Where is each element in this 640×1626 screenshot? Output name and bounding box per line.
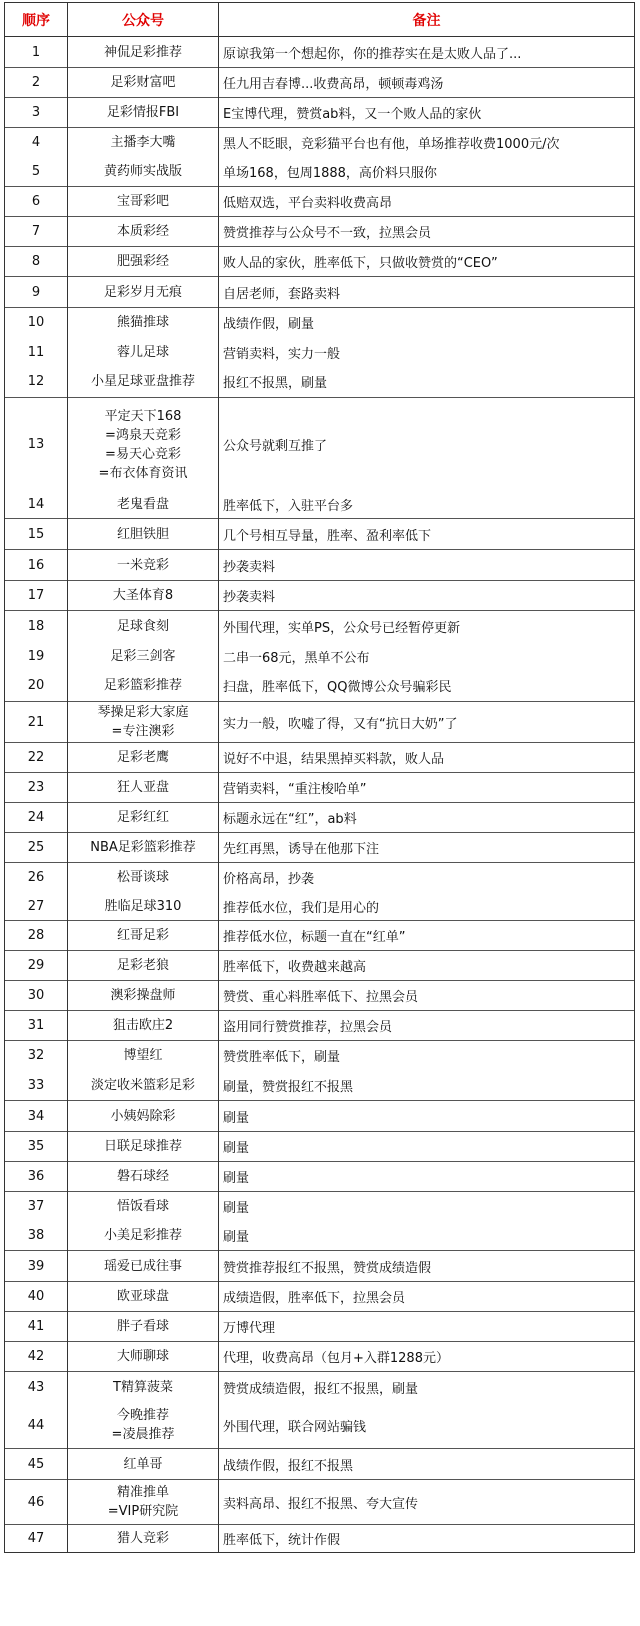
account-name-line: 足彩老鹰: [116, 750, 169, 765]
row-note: 战绩作假，报红不报黑: [219, 1449, 635, 1480]
table-row: [5, 642, 635, 671]
row-order: 43: [5, 1372, 68, 1403]
row-note: 扫盘，胜率低下，QQ微博公众号骗彩民: [219, 671, 635, 702]
account-name-line: 精准推单: [116, 1485, 169, 1500]
row-order: 19: [5, 642, 68, 671]
row-order: 26: [5, 863, 68, 893]
row-account: [68, 951, 219, 981]
row-order: 35: [5, 1132, 68, 1162]
account-name-line: 主播李大嘴: [110, 135, 176, 151]
row-account: [68, 187, 219, 217]
account-name-line: 足彩情报FBI: [106, 105, 180, 120]
row-order: 22: [5, 743, 68, 773]
row-account: [68, 1251, 219, 1282]
row-order: 42: [5, 1342, 68, 1372]
account-name-line: 博望红: [123, 1048, 163, 1064]
row-account: [68, 1101, 219, 1132]
table-row: [5, 1222, 635, 1251]
row-note: 胜率低下，统计作假: [219, 1525, 635, 1553]
row-note: 败人品的家伙，胜率低下，只做收赞赏的“CEO”: [219, 247, 635, 277]
row-order: 41: [5, 1312, 68, 1342]
row-account: [68, 833, 219, 863]
row-account: [68, 611, 219, 642]
row-account: [68, 1192, 219, 1222]
table-row: [5, 308, 635, 338]
row-account: [68, 308, 219, 338]
row-order: 30: [5, 981, 68, 1011]
row-account: [68, 671, 219, 702]
row-note: 实力一般，吹嘘了得，又有“抗日大奶”了: [219, 702, 635, 743]
row-order: 3: [5, 98, 68, 128]
row-order: 31: [5, 1011, 68, 1041]
table-row: [5, 277, 635, 308]
row-note: 营销卖料，实力一般: [219, 338, 635, 367]
account-name-line: 神侃足彩推荐: [103, 44, 182, 60]
account-name-line: 小姨妈除彩: [110, 1108, 176, 1124]
row-note: 赞赏、重心料胜率低下、拉黑会员: [219, 981, 635, 1011]
table-row: [5, 1071, 635, 1101]
row-account: [68, 277, 219, 308]
table-row: [5, 367, 635, 398]
row-order: 1: [5, 37, 68, 68]
table-row: [5, 37, 635, 68]
table-body: [5, 37, 635, 1553]
row-note: 胜率低下，入驻平台多: [219, 492, 635, 519]
row-account: [68, 1342, 219, 1372]
table-row: [5, 1011, 635, 1041]
table-row: [5, 1162, 635, 1192]
row-note: 刷量: [219, 1192, 635, 1222]
row-order: 46: [5, 1480, 68, 1525]
row-note: 报红不报黑，刷量: [219, 367, 635, 398]
table-row: [5, 833, 635, 863]
row-order: 23: [5, 773, 68, 803]
row-note: 自居老师，套路卖料: [219, 277, 635, 308]
account-name-line: =专注澳彩: [111, 724, 175, 739]
table-row: [5, 492, 635, 519]
account-name-line: 足彩篮彩推荐: [103, 678, 182, 694]
row-account: [68, 338, 219, 367]
account-name-line: 悟饭看球: [116, 1199, 169, 1215]
row-account: [68, 581, 219, 611]
account-name-line: 红胆铁胆: [116, 526, 169, 542]
table-row: [5, 1525, 635, 1553]
row-order: 25: [5, 833, 68, 863]
row-account: [68, 1312, 219, 1342]
row-account: [68, 492, 219, 519]
row-note: 外围代理，联合网站骗钱: [219, 1403, 635, 1449]
table-row: [5, 743, 635, 773]
header-order: 顺序: [5, 3, 68, 37]
row-order: 7: [5, 217, 68, 247]
row-order: 17: [5, 581, 68, 611]
row-order: 15: [5, 519, 68, 550]
row-note: 外围代理，实单PS，公众号已经暂停更新: [219, 611, 635, 642]
row-note: 营销卖料，“重注梭哈单”: [219, 773, 635, 803]
table-row: [5, 1403, 635, 1449]
row-note: 低赔双选，平台卖料收费高昂: [219, 187, 635, 217]
table-row: [5, 247, 635, 277]
row-note: 先红再黑，诱导在他那下注: [219, 833, 635, 863]
row-order: 36: [5, 1162, 68, 1192]
account-name-line: 足彩红红: [116, 810, 169, 825]
row-note: 抄袭卖料: [219, 581, 635, 611]
account-name-line: 本质彩经: [116, 224, 169, 239]
table-row: [5, 128, 635, 158]
table-row: [5, 1251, 635, 1282]
table-row: [5, 773, 635, 803]
row-note: 刷量: [219, 1222, 635, 1251]
row-account: [68, 367, 219, 398]
table-row: [5, 1192, 635, 1222]
table-row: [5, 581, 635, 611]
row-note: 胜率低下，收费越来越高: [219, 951, 635, 981]
row-order: 6: [5, 187, 68, 217]
table-row: [5, 981, 635, 1011]
row-account: [68, 128, 219, 158]
account-name-line: 琴操足彩大家庭: [97, 705, 189, 720]
account-name-line: T精算菠菜: [113, 1379, 173, 1395]
row-note: 任九用吉春博...收费高昂，顿顿毒鸡汤: [219, 68, 635, 98]
row-order: 24: [5, 803, 68, 833]
row-order: 47: [5, 1525, 68, 1553]
row-account: [68, 1403, 219, 1449]
row-note: 抄袭卖料: [219, 550, 635, 581]
account-name-line: 老鬼看盘: [116, 497, 169, 513]
row-account: [68, 1132, 219, 1162]
account-name-line: 猎人竞彩: [116, 1531, 169, 1546]
row-account: [68, 803, 219, 833]
row-order: 21: [5, 702, 68, 743]
table-row: [5, 671, 635, 702]
row-order: 39: [5, 1251, 68, 1282]
row-order: 8: [5, 247, 68, 277]
account-name-line: 小美足彩推荐: [103, 1228, 182, 1244]
account-name-line: 瑶爱已成往事: [103, 1258, 182, 1274]
account-name-line: 狂人亚盘: [116, 780, 169, 795]
account-name-line: 一米竞彩: [116, 557, 169, 573]
row-account: [68, 247, 219, 277]
row-note: 刷量: [219, 1162, 635, 1192]
account-name-line: 磐石球经: [116, 1169, 169, 1184]
row-account: [68, 1480, 219, 1525]
row-order: 37: [5, 1192, 68, 1222]
table-row: [5, 98, 635, 128]
table-row: [5, 187, 635, 217]
account-table: [4, 2, 635, 1553]
account-name-line: 足球食刻: [116, 618, 169, 634]
table-row: [5, 1449, 635, 1480]
account-name-line: 欧亚球盘: [116, 1289, 169, 1304]
row-account: [68, 398, 219, 492]
row-account: [68, 1449, 219, 1480]
account-name-line: 平定天下168: [104, 408, 182, 424]
row-order: 13: [5, 398, 68, 492]
row-note: 推荐低水位，标题一直在“红单”: [219, 921, 635, 951]
row-order: 16: [5, 550, 68, 581]
row-note: 赞赏推荐与公众号不一致，拉黑会员: [219, 217, 635, 247]
row-account: [68, 1011, 219, 1041]
table-row: [5, 893, 635, 921]
table-row: [5, 398, 635, 492]
account-name-line: 狙击欧庄2: [112, 1018, 174, 1033]
row-note: 公众号就剩互推了: [219, 398, 635, 492]
table-row: [5, 1312, 635, 1342]
row-order: 11: [5, 338, 68, 367]
table-row: [5, 702, 635, 743]
row-order: 5: [5, 158, 68, 187]
row-order: 38: [5, 1222, 68, 1251]
table-row: [5, 921, 635, 951]
row-order: 2: [5, 68, 68, 98]
row-order: 4: [5, 128, 68, 158]
row-note: 单场168，包周1888，高价料只服你: [219, 158, 635, 187]
account-name-line: 澳彩操盘师: [110, 988, 176, 1003]
row-order: 34: [5, 1101, 68, 1132]
account-name-line: 熊猫推球: [116, 315, 169, 331]
row-note: 赞赏推荐报红不报黑，赞赏成绩造假: [219, 1251, 635, 1282]
account-name-line: 肥强彩经: [116, 254, 169, 269]
row-note: 盗用同行赞赏推荐，拉黑会员: [219, 1011, 635, 1041]
table-row: [5, 1282, 635, 1312]
row-order: 10: [5, 308, 68, 338]
table-row: [5, 863, 635, 893]
row-note: 价格高昂，抄袭: [219, 863, 635, 893]
table-row: [5, 1132, 635, 1162]
row-account: [68, 1525, 219, 1553]
row-note: 标题永远在“红”，ab料: [219, 803, 635, 833]
row-note: 刷量，赞赏报红不报黑: [219, 1071, 635, 1101]
row-account: [68, 773, 219, 803]
table-row: [5, 1041, 635, 1071]
account-name-line: 小星足球亚盘推荐: [90, 374, 195, 390]
row-account: [68, 863, 219, 893]
row-note: 几个号相互导量，胜率、盈利率低下: [219, 519, 635, 550]
row-note: 刷量: [219, 1132, 635, 1162]
row-note: 赞赏胜率低下，刷量: [219, 1041, 635, 1071]
row-account: [68, 68, 219, 98]
row-order: 9: [5, 277, 68, 308]
account-name-line: 黄药师实战版: [103, 164, 182, 180]
row-note: 原谅我第一个想起你，你的推荐实在是太败人品了...: [219, 37, 635, 68]
account-name-line: 足彩财富吧: [110, 75, 176, 90]
header-row: [5, 3, 635, 37]
account-name-line: 胜临足球310: [104, 898, 182, 914]
account-name-line: 红单哥: [123, 1456, 163, 1472]
row-account: [68, 642, 219, 671]
row-note: 卖料高昂、报红不报黑、夸大宣传: [219, 1480, 635, 1525]
account-name-line: =VIP研究院: [107, 1504, 179, 1519]
row-account: [68, 893, 219, 921]
table-row: [5, 1342, 635, 1372]
table-row: [5, 68, 635, 98]
table-row: [5, 158, 635, 187]
row-account: [68, 921, 219, 951]
account-name-line: 淡定收米篮彩足彩: [90, 1077, 195, 1093]
row-account: [68, 743, 219, 773]
row-note: 万博代理: [219, 1312, 635, 1342]
account-name-line: =易天心竞彩: [105, 446, 181, 462]
row-account: [68, 1162, 219, 1192]
account-name-line: 胖子看球: [116, 1319, 169, 1334]
row-order: 32: [5, 1041, 68, 1071]
table-row: [5, 550, 635, 581]
table-row: [5, 1372, 635, 1403]
row-note: 赞赏成绩造假，报红不报黑，刷量: [219, 1372, 635, 1403]
header-note: 备注: [219, 3, 635, 37]
row-order: 27: [5, 893, 68, 921]
row-account: [68, 1282, 219, 1312]
row-note: 二串一68元，黑单不公布: [219, 642, 635, 671]
row-account: [68, 981, 219, 1011]
row-order: 40: [5, 1282, 68, 1312]
row-note: E宝博代理，赞赏ab料，又一个败人品的家伙: [219, 98, 635, 128]
row-account: [68, 1372, 219, 1403]
row-account: [68, 702, 219, 743]
row-order: 29: [5, 951, 68, 981]
account-name-line: =布衣体育资讯: [98, 465, 188, 481]
row-order: 14: [5, 492, 68, 519]
account-name-line: NBA足彩篮彩推荐: [90, 840, 196, 855]
table-row: [5, 951, 635, 981]
row-account: [68, 550, 219, 581]
table-row: [5, 611, 635, 642]
account-name-line: 足彩老狼: [116, 958, 169, 973]
account-name-line: 大师聊球: [116, 1349, 169, 1364]
account-name-line: 大圣体育8: [112, 588, 174, 603]
row-order: 33: [5, 1071, 68, 1101]
table-row: [5, 1101, 635, 1132]
row-order: 45: [5, 1449, 68, 1480]
row-account: [68, 158, 219, 187]
account-name-line: 红哥足彩: [116, 928, 169, 943]
account-name-line: 宝哥彩吧: [116, 194, 169, 209]
row-account: [68, 217, 219, 247]
row-note: 成绩造假，胜率低下，拉黑会员: [219, 1282, 635, 1312]
table-row: [5, 338, 635, 367]
row-account: [68, 519, 219, 550]
row-account: [68, 98, 219, 128]
row-order: 18: [5, 611, 68, 642]
row-order: 44: [5, 1403, 68, 1449]
row-note: 说好不中退，结果黑掉买料款，败人品: [219, 743, 635, 773]
account-name-line: 松哥谈球: [116, 870, 169, 886]
row-order: 12: [5, 367, 68, 398]
row-order: 20: [5, 671, 68, 702]
row-order: 28: [5, 921, 68, 951]
row-account: [68, 1222, 219, 1251]
row-note: 推荐低水位，我们是用心的: [219, 893, 635, 921]
row-note: 代理，收费高昂（包月+入群1288元）: [219, 1342, 635, 1372]
table-row: [5, 217, 635, 247]
account-name-line: =凌晨推荐: [111, 1427, 175, 1443]
row-note: 战绩作假，刷量: [219, 308, 635, 338]
table-row: [5, 519, 635, 550]
account-name-line: 日联足球推荐: [103, 1139, 182, 1154]
account-name-line: 足彩岁月无痕: [103, 284, 182, 300]
row-account: [68, 1071, 219, 1101]
row-note: 刷量: [219, 1101, 635, 1132]
row-account: [68, 37, 219, 68]
row-note: 黑人不眨眼，竞彩猫平台也有他，单场推荐收费1000元/次: [219, 128, 635, 158]
row-account: [68, 1041, 219, 1071]
table-row: [5, 803, 635, 833]
account-name-line: =鸿泉天竞彩: [105, 427, 181, 443]
account-name-line: 足彩三剑客: [110, 648, 176, 664]
header-account: 公众号: [68, 3, 219, 37]
account-name-line: 今晚推荐: [116, 1408, 169, 1424]
table-row: [5, 1480, 635, 1525]
account-name-line: 蓉儿足球: [116, 344, 169, 360]
